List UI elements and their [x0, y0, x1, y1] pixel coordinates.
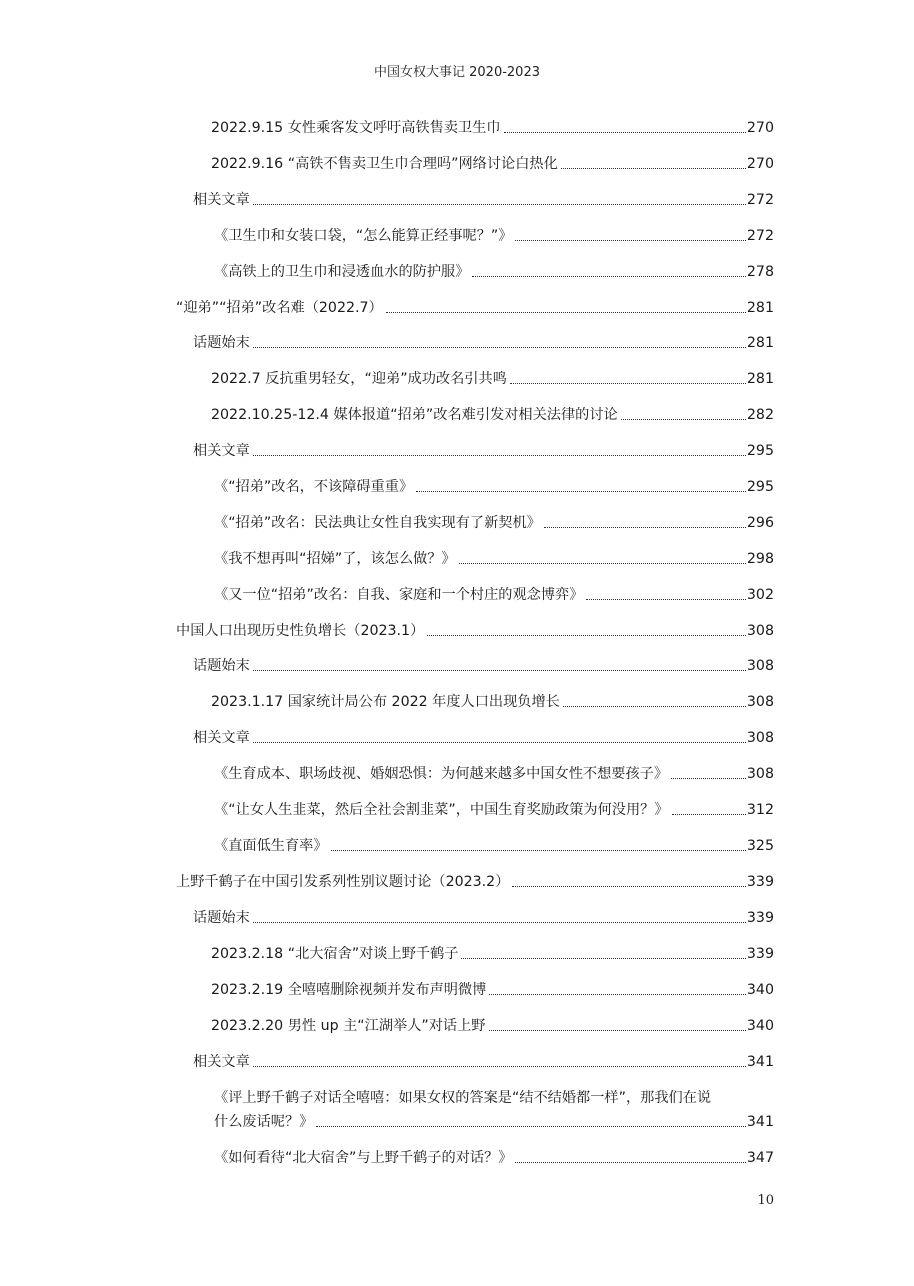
toc-entry-page: 270: [746, 120, 774, 136]
dot-leader: [427, 635, 746, 636]
toc-entry-title: 《“招弟”改名：民法典让女性自我实现有了新契机》: [214, 515, 541, 531]
toc-entry-page: 302: [746, 587, 774, 603]
dot-leader: [586, 599, 746, 600]
dot-leader: [461, 958, 745, 959]
toc-entry[interactable]: [214, 226, 774, 246]
dot-leader: [512, 886, 746, 887]
toc-entry[interactable]: [211, 980, 774, 1000]
toc-entry-page: 340: [746, 1018, 774, 1034]
dot-leader: [253, 742, 746, 743]
toc-entry[interactable]: [193, 656, 774, 676]
toc-entry-title: 话题始末: [193, 910, 250, 926]
toc-entry-title: 《“让女人生韭菜，然后全社会割韭菜”，中国生育奖励政策为何没用？》: [214, 802, 669, 818]
toc-entry-title: 话题始末: [193, 335, 250, 351]
toc-entry-page: 340: [746, 982, 774, 998]
toc-entry[interactable]: [214, 836, 774, 856]
toc-entry-page: 308: [746, 730, 774, 746]
toc-entry[interactable]: [176, 872, 774, 892]
toc-entry[interactable]: [211, 944, 774, 964]
dot-leader: [253, 347, 746, 348]
toc-entry-page: 281: [746, 300, 774, 316]
toc-entry-title: 相关文章: [193, 730, 250, 746]
toc-entry[interactable]: [214, 764, 774, 784]
toc-entry-page: 341: [746, 1114, 774, 1130]
toc-entry[interactable]: [214, 1088, 774, 1132]
toc-entry-title: 2022.7 反抗重男轻女，“迎弟”成功改名引共鸣: [211, 371, 507, 387]
toc-entry-page: 312: [746, 802, 774, 818]
dot-leader: [672, 814, 746, 815]
dot-leader: [510, 383, 746, 384]
dot-leader: [459, 563, 746, 564]
dot-leader: [253, 204, 746, 205]
dot-leader: [472, 276, 746, 277]
toc-entry-title: 话题始末: [193, 658, 250, 674]
toc-entry[interactable]: [211, 692, 774, 712]
dot-leader: [416, 491, 746, 492]
toc-entry-page: 298: [746, 551, 774, 567]
toc-entry-page: 308: [746, 623, 774, 639]
toc-entry-title: 2023.1.17 国家统计局公布 2022 年度人口出现负增长: [211, 694, 560, 710]
dot-leader: [489, 1030, 746, 1031]
toc-entry-title: 《又一位“招弟”改名：自我、家庭和一个村庄的观念博弈》: [214, 587, 584, 603]
toc-entry-title: 《生育成本、职场歧视、婚姻恐惧：为何越来越多中国女性不想要孩子》: [214, 766, 669, 782]
toc-entry-title: “迎弟”“招弟”改名难（2022.7）: [176, 300, 383, 316]
toc-entry-title: 上野千鹤子在中国引发系列性别议题讨论（2023.2）: [176, 874, 510, 890]
toc-entry-title: 2022.9.15 女性乘客发文呼吁高铁售卖卫生巾: [211, 120, 501, 136]
toc-entry-page: 308: [746, 766, 774, 782]
toc-entry[interactable]: [214, 477, 774, 497]
toc-entry[interactable]: [214, 1148, 774, 1168]
toc-entry-title: 相关文章: [193, 443, 250, 459]
dot-leader: [316, 1126, 746, 1127]
page-number: 10: [757, 1193, 774, 1208]
dot-leader: [253, 670, 746, 671]
toc-entry-title: 2023.2.20 男性 up 主“江湖举人”对话上野: [211, 1018, 486, 1034]
toc-entry-page: 270: [746, 156, 774, 172]
toc-entry[interactable]: [214, 262, 774, 282]
toc-entry[interactable]: [214, 549, 774, 569]
toc-entry-title: 《卫生巾和女装口袋，“怎么能算正经事呢？”》: [214, 228, 513, 244]
toc-entry-title: 相关文章: [193, 192, 250, 208]
toc-entry-title: 中国人口出现历史性负增长（2023.1）: [176, 623, 425, 639]
toc-entry[interactable]: [214, 513, 774, 533]
dot-leader: [331, 850, 746, 851]
toc-entry[interactable]: [211, 118, 774, 138]
toc-entry-page: 296: [746, 515, 774, 531]
toc-entry[interactable]: [193, 441, 774, 461]
toc-entry-page: 339: [746, 946, 774, 962]
toc-entry[interactable]: [214, 800, 774, 820]
dot-leader: [253, 1066, 746, 1067]
toc-entry-title-line2: 什么废话呢？》: [214, 1114, 314, 1130]
toc-entry-page: 282: [746, 407, 774, 423]
toc-entry-title: 2022.10.25-12.4 媒体报道“招弟”改名难引发对相关法律的讨论: [211, 407, 618, 423]
dot-leader: [561, 168, 746, 169]
page-header-title: 中国女权大事记 2020-2023: [374, 65, 540, 80]
toc-entry-title: 《高铁上的卫生巾和浸透血水的防护服》: [214, 264, 470, 280]
toc-entry[interactable]: [211, 1016, 774, 1036]
toc-entry[interactable]: [211, 369, 774, 389]
toc-entry[interactable]: [193, 333, 774, 353]
toc-entry[interactable]: [193, 728, 774, 748]
toc-entry-page: 341: [746, 1054, 774, 1070]
dot-leader: [504, 132, 746, 133]
dot-leader: [515, 240, 745, 241]
toc-entry-title: 2023.2.18 “北大宿舍”对谈上野千鹤子: [211, 946, 459, 962]
toc-entry-page: 339: [746, 874, 774, 890]
dot-leader: [386, 312, 746, 313]
toc-entry[interactable]: [193, 908, 774, 928]
dot-leader: [563, 706, 746, 707]
dot-leader: [253, 455, 746, 456]
dot-leader: [544, 527, 746, 528]
toc-entry-page: 347: [746, 1150, 774, 1166]
toc-entry-title: 2022.9.16 “高铁不售卖卫生巾合理吗”网络讨论白热化: [211, 156, 558, 172]
toc-entry-page: 308: [746, 694, 774, 710]
toc-entry-page: 308: [746, 658, 774, 674]
dot-leader: [671, 778, 746, 779]
toc-entry-title: 2023.2.19 全嘻嘻删除视频并发布声明微博: [211, 982, 487, 998]
toc-entry[interactable]: [176, 621, 774, 641]
toc-entry-title: 《如何看待“北大宿舍”与上野千鹤子的对话？》: [214, 1150, 513, 1166]
toc-entry-page: 281: [746, 371, 774, 387]
toc-entry-title: 《直面低生育率》: [214, 838, 328, 854]
toc-entry-page: 339: [746, 910, 774, 926]
toc-entry-title: 相关文章: [193, 1054, 250, 1070]
dot-leader: [621, 419, 746, 420]
toc-entry[interactable]: [214, 585, 774, 605]
dot-leader: [515, 1162, 745, 1163]
toc-entry-page: 278: [746, 264, 774, 280]
dot-leader: [489, 994, 746, 995]
toc-entry-title: 《我不想再叫“招娣”了，该怎么做？》: [214, 551, 456, 567]
toc-entry-page: 295: [746, 479, 774, 495]
toc-entry[interactable]: [176, 298, 774, 318]
toc-entry-page: 325: [746, 838, 774, 854]
toc-entry[interactable]: [193, 1052, 774, 1072]
toc-entry[interactable]: [211, 405, 774, 425]
dot-leader: [253, 922, 746, 923]
toc-entry-page: 281: [746, 335, 774, 351]
toc-entry-page: 295: [746, 443, 774, 459]
toc-entry-title-line1: 《评上野千鹤子对话全嘻嘻：如果女权的答案是“结不结婚都一样”，那我们在说: [214, 1090, 712, 1106]
toc-entry[interactable]: [211, 154, 774, 174]
toc-entry-title: 《“招弟”改名，不该障碍重重》: [214, 479, 414, 495]
toc-entry-page: 272: [746, 192, 774, 208]
toc-entry-page: 272: [746, 228, 774, 244]
toc-entry[interactable]: [193, 190, 774, 210]
